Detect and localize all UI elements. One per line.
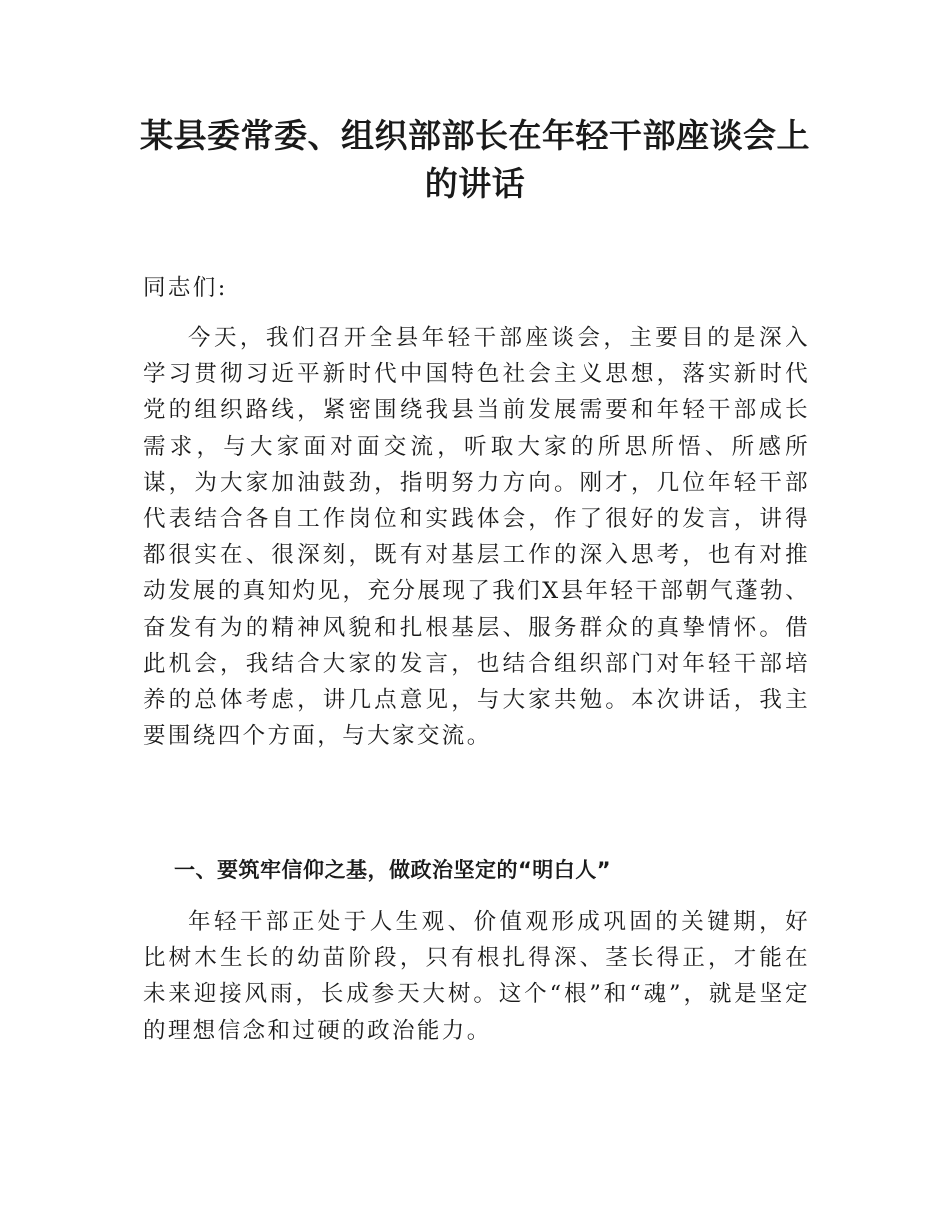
document-title: 某县委常委、组织部部长在年轻干部座谈会上的讲话 [140,116,810,203]
section-1-paragraph: 年轻干部正处于人生观、价值观形成巩固的关键期，好比树木生长的幼苗阶段，只有根扎得深、茎长得正，才能在未来迎接风雨，长成参天大树。这个“根”和“魂”，就是坚定的理想信念和过硬的政治能力。 [143,909,810,1044]
salutation: 同志们: [143,275,228,301]
opening-paragraph: 今天，我们召开全县年轻干部座谈会，主要目的是深入学习贯彻习近平新时代中国特色社会主义思想，落实新时代党的组织路线，紧密围绕我县当前发展需要和年轻干部成长需求，与大家面对面交流，听取大家的所思所悟、所感所谋，为大家加油鼓劲，指明努力方向。刚才，几位年轻干部代表结合各自工作岗位和实践体会，作了很好的发言，讲得都很实在、很深刻，既有对基层工作的深入思考，也有对推动发展的真知灼见，充分展现了我们X县年轻干部朝气蓬勃、奋发有为的精神风貌和扎根基层、服务群众的真挚情怀。借此机会，我结合大家的发言，也结合组织部门对年轻干部培养的总体考虑，讲几点意见，与大家共勉。本次讲话，我主要围绕四个方面，与大家交流。 [143,325,810,750]
section-heading-1: 一、要筑牢信仰之基，做政治坚定的“明白人” [174,858,612,882]
